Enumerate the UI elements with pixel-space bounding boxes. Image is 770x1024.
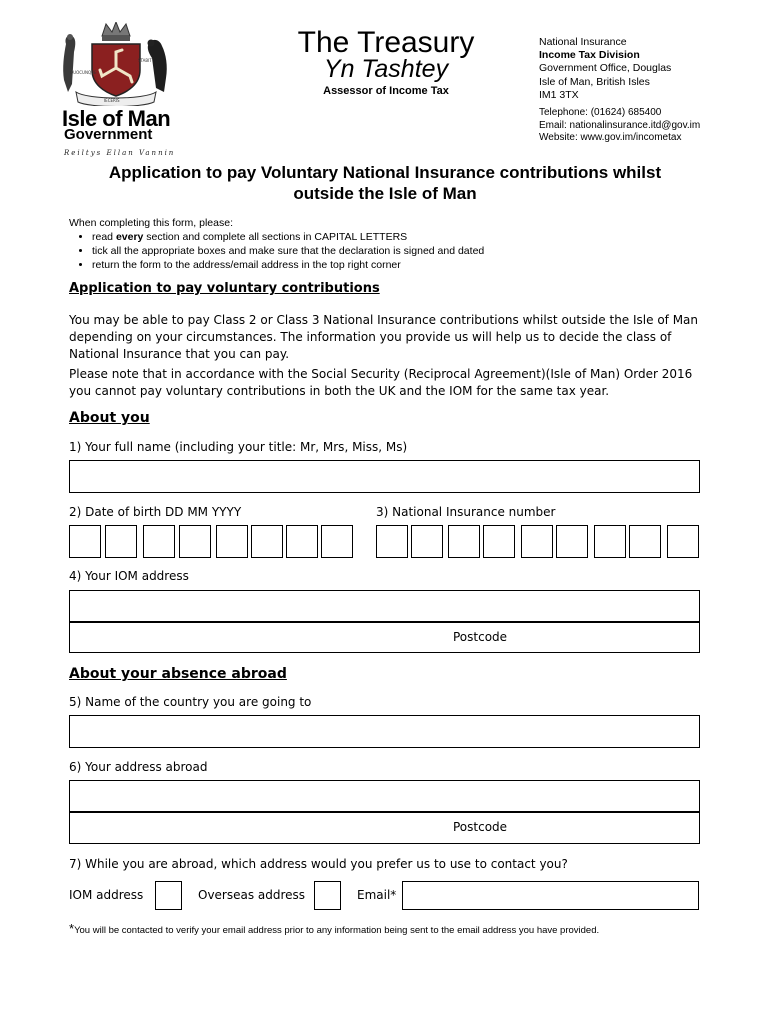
dob-year-digit-4[interactable] — [321, 525, 353, 558]
address-abroad-line2-input[interactable] — [69, 812, 700, 844]
email-footnote — [69, 921, 599, 936]
form-title-line1: Application to pay Voluntary National Insurance contributions whilst — [108, 163, 662, 182]
contact-line: Isle of Man, British Isles — [539, 75, 650, 88]
dob-month-digit-2[interactable] — [179, 525, 211, 558]
instruction-item: • tick all the appropriate boxes and make sure that the declaration is signed and dated — [92, 244, 484, 258]
dob-month-digit-1[interactable] — [143, 525, 175, 558]
logo-motto: Reiltys Ellan Vannin — [64, 149, 176, 157]
iom-address-checkbox[interactable] — [155, 881, 182, 910]
question-date-of-birth: 2) Date of birth DD MM YYYY — [69, 505, 242, 519]
country-input[interactable] — [69, 715, 700, 748]
assessor-label: Assessor of Income Tax — [323, 85, 449, 97]
form-title-line2: outside the Isle of Man — [293, 184, 477, 203]
postcode-label: Postcode — [453, 820, 508, 834]
footnote-text: You will be contacted to verify your email address prior to any information being sent to the email address you have provided. — [74, 925, 600, 936]
ni-number-char-8[interactable] — [629, 525, 661, 558]
instruction-item: • return the form to the address/email address in the top right corner — [92, 258, 484, 272]
department-manx-title: Yn Tashtey — [323, 55, 449, 83]
contact-email: Email: nationalinsurance.itd@gov.im — [539, 119, 701, 131]
ni-number-char-4[interactable] — [483, 525, 515, 558]
ni-number-char-5[interactable] — [521, 525, 553, 558]
iom-address-input[interactable] — [69, 590, 700, 622]
ni-number-char-7[interactable] — [594, 525, 626, 558]
dob-day-digit-1[interactable] — [69, 525, 101, 558]
crest-motto-bottom: IECERIS — [104, 98, 120, 103]
contact-address — [539, 36, 671, 102]
ni-number-char-9[interactable] — [667, 525, 699, 558]
dob-year-digit-3[interactable] — [286, 525, 318, 558]
ni-number-char-2[interactable] — [411, 525, 443, 558]
crest-motto-right: STABIT — [138, 58, 152, 63]
paragraph-eligibility: You may be able to pay Class 2 or Class 3 National Insurance contributions whilst outside the Isle of Man depending on your circumstances. The information you provide us will help us to decide the class of National Insurance that you can pay. — [69, 313, 699, 361]
address-abroad-input[interactable] — [69, 780, 700, 812]
instruction-item: • read every section and complete all sections in CAPITAL LETTERS — [92, 230, 484, 244]
question-country: 5) Name of the country you are going to — [69, 695, 312, 709]
crest-motto-left: QUOCUNQUE — [70, 70, 97, 75]
isle-of-man-crest-icon — [58, 22, 174, 106]
dob-year-digit-2[interactable] — [251, 525, 283, 558]
contact-website: Website: www.gov.im/incometax — [539, 132, 682, 143]
footnote-asterisk: * — [69, 921, 75, 936]
question-contact-preference: 7) While you are abroad, which address would you prefer us to use to contact you? — [69, 857, 568, 871]
question-full-name: 1) Your full name (including your title: Mr, Mrs, Miss, Ms) — [69, 440, 408, 454]
question-iom-address: 4) Your IOM address — [69, 569, 189, 583]
option-overseas-address-label: Overseas address — [198, 888, 306, 902]
overseas-address-checkbox[interactable] — [314, 881, 341, 910]
postcode-label: Postcode — [453, 630, 508, 644]
iom-address-line2-input[interactable] — [69, 622, 700, 653]
logo-subtitle: Government — [64, 126, 153, 143]
email-input[interactable] — [402, 881, 699, 910]
instructions — [69, 216, 484, 272]
question-address-abroad: 6) Your address abroad — [69, 760, 208, 774]
logo-title: Isle of Man — [62, 106, 171, 131]
form-title — [60, 162, 710, 204]
contact-details — [539, 107, 700, 145]
instructions-lead: When completing this form, please: — [69, 217, 233, 229]
ni-number-char-3[interactable] — [448, 525, 480, 558]
ni-number-char-1[interactable] — [376, 525, 408, 558]
paragraph-note: Please note that in accordance with the Social Security (Reciprocal Agreement)(Isle of Man) Order 2016 you cannot pay voluntary contributions in both the UK and the IOM for the same tax year. — [69, 367, 693, 398]
department-title: The Treasury — [297, 26, 475, 59]
option-iom-address-label: IOM address — [69, 888, 144, 902]
section-heading-about-you: About you — [69, 410, 150, 426]
contact-telephone: Telephone: (01624) 685400 — [539, 107, 662, 118]
contact-line: IM1 3TX — [539, 88, 579, 101]
contact-line: Income Tax Division — [539, 49, 640, 62]
ni-number-char-6[interactable] — [556, 525, 588, 558]
question-ni-number: 3) National Insurance number — [376, 505, 556, 519]
contact-line: National Insurance — [539, 36, 627, 48]
option-email-label: Email* — [357, 888, 397, 902]
section-heading-apply: Application to pay voluntary contributions — [69, 281, 380, 296]
section-heading-absence: About your absence abroad — [69, 666, 287, 682]
full-name-input[interactable] — [69, 460, 700, 493]
dob-day-digit-2[interactable] — [105, 525, 137, 558]
dob-year-digit-1[interactable] — [216, 525, 248, 558]
contact-line: Government Office, Douglas — [539, 62, 672, 75]
